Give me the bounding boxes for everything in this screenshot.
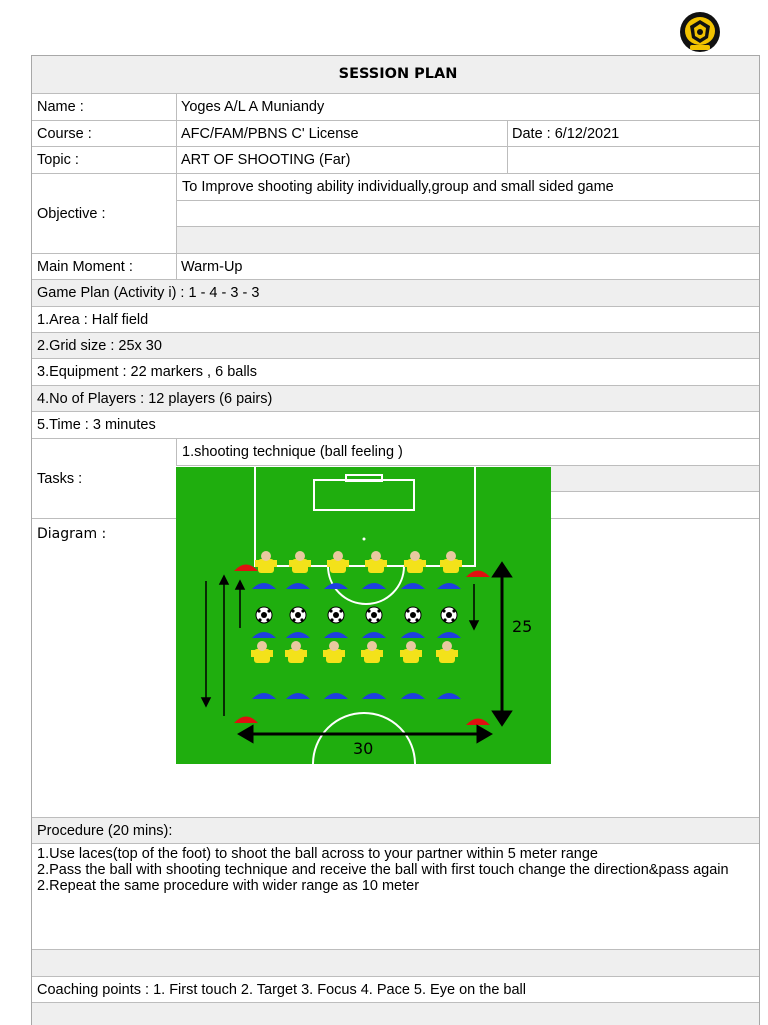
football-icon bbox=[328, 607, 344, 623]
detail-row-players bbox=[32, 386, 759, 412]
bottom-row bbox=[32, 1003, 759, 1025]
name-row bbox=[32, 94, 759, 121]
procedure-text bbox=[37, 846, 752, 894]
game-plan-row bbox=[32, 280, 759, 307]
detail-equipment: 3.Equipment : 22 markers , 6 balls bbox=[37, 364, 258, 380]
football-icon bbox=[405, 607, 421, 623]
task-item-1: 1.shooting technique (ball feeling ) bbox=[182, 444, 403, 460]
detail-row-grid bbox=[32, 333, 759, 359]
detail-row-time bbox=[32, 412, 759, 439]
objective-line-3 bbox=[177, 227, 182, 253]
name-label: Name : bbox=[37, 99, 84, 115]
title-row bbox=[32, 56, 759, 94]
objective-row bbox=[32, 174, 759, 254]
coaching-points-row bbox=[32, 977, 759, 1003]
procedure-line-3: 2.Repeat the same procedure with wider range as 10 meter bbox=[37, 878, 420, 894]
football-icon bbox=[441, 607, 457, 623]
objective-line-1: To Improve shooting ability individually,group and small sided game bbox=[182, 179, 614, 195]
training-pitch-diagram bbox=[176, 466, 551, 764]
procedure-label-row bbox=[32, 818, 759, 844]
name-value: Yoges A/L A Muniandy bbox=[181, 99, 325, 115]
procedure-line-1: 1.Use laces(top of the foot) to shoot the ball across to your partner within 5 meter range bbox=[37, 846, 598, 862]
course-value: AFC/FAM/PBNS C' License bbox=[181, 126, 359, 142]
page-title: SESSION PLAN bbox=[338, 66, 458, 82]
spacer-row bbox=[32, 950, 759, 977]
detail-players: 4.No of Players : 12 players (6 pairs) bbox=[37, 391, 273, 407]
football-icon bbox=[256, 607, 272, 623]
procedure-label: Procedure (20 mins): bbox=[37, 823, 173, 839]
detail-time: 5.Time : 3 minutes bbox=[37, 417, 156, 433]
detail-grid-size: 2.Grid size : 25x 30 bbox=[37, 338, 162, 354]
course-label: Course : bbox=[37, 126, 92, 142]
topic-row bbox=[32, 147, 759, 174]
objective-line-2 bbox=[177, 201, 182, 226]
football-icon bbox=[366, 607, 382, 623]
detail-area: 1.Area : Half field bbox=[37, 312, 149, 328]
date-value: Date : 6/12/2021 bbox=[512, 126, 620, 142]
main-moment-value: Warm-Up bbox=[181, 259, 243, 275]
tasks-label: Tasks : bbox=[37, 471, 83, 487]
football-icon bbox=[290, 607, 306, 623]
dimension-25: 25 bbox=[512, 617, 533, 636]
objective-label: Objective : bbox=[37, 206, 106, 222]
diagram-label: Diagram : bbox=[37, 526, 107, 542]
coaching-points: Coaching points : 1. First touch 2. Target 3. Focus 4. Pace 5. Eye on the ball bbox=[37, 982, 526, 998]
detail-row-area bbox=[32, 307, 759, 333]
procedure-body-row bbox=[32, 844, 759, 950]
main-moment-row bbox=[32, 254, 759, 280]
fam-crest-logo bbox=[678, 10, 722, 54]
dimension-30: 30 bbox=[353, 739, 374, 758]
topic-label: Topic : bbox=[37, 152, 79, 168]
course-row bbox=[32, 121, 759, 147]
penalty-spot bbox=[363, 538, 366, 541]
detail-row-equipment bbox=[32, 359, 759, 386]
game-plan-text: Game Plan (Activity i) : 1 - 4 - 3 - 3 bbox=[37, 285, 260, 301]
procedure-line-2: 2.Pass the ball with shooting technique and receive the ball with first touch change the direction&pass again bbox=[37, 862, 729, 878]
main-moment-label: Main Moment : bbox=[37, 259, 133, 275]
topic-value: ART OF SHOOTING (Far) bbox=[181, 152, 351, 168]
